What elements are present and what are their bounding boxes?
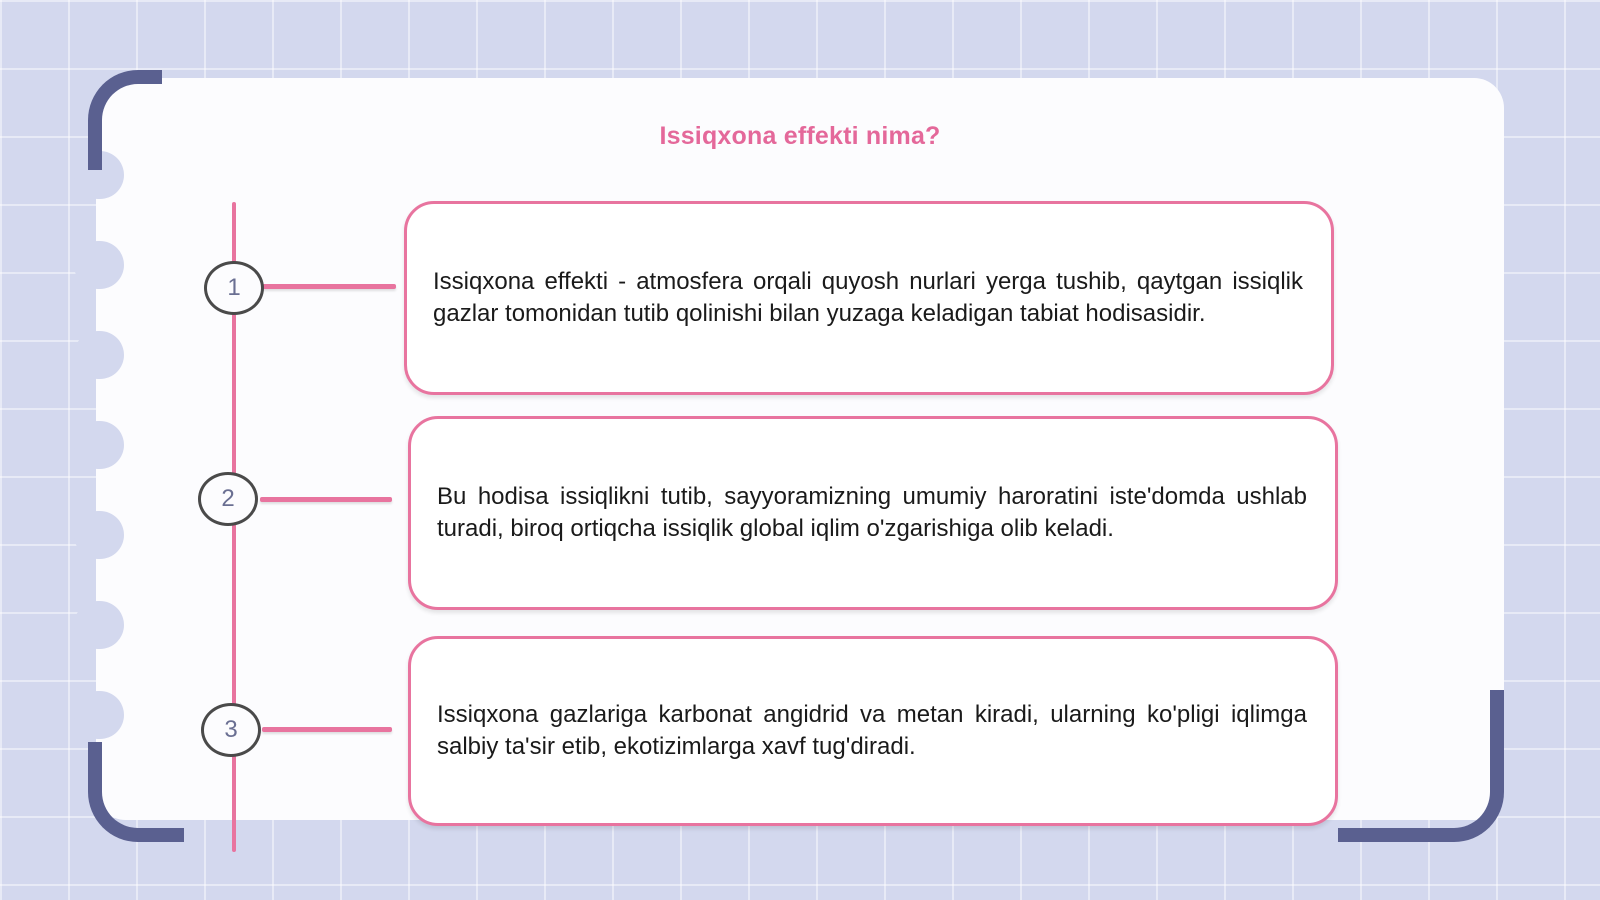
corner-bracket-top-left [88,70,162,170]
card-notch [74,691,124,739]
step-number-circle: 1 [204,261,264,315]
slide-title: Issiqxona effekti nima? [659,122,941,150]
step-text: Bu hodisa issiqlikni tutib, sayyoramizning umumiy haroratini iste'domda ushlab turadi, biroq ortiqcha issiqlik global iqlim o'zgarishiga olib keladi. [437,483,1307,542]
card-notch [74,511,124,559]
step-text-box [404,201,1334,395]
step-text-box [408,416,1338,610]
card-notch [74,241,124,289]
card-notch [74,331,124,379]
card-notch [74,601,124,649]
corner-bracket-bottom-right [1338,690,1504,842]
timeline-connector [262,727,392,732]
step-text: Issiqxona gazlariga karbonat angidrid va metan kiradi, ularning ko'pligi iqlimga salbiy ta'sir etib, ekotizimlarga xavf tug'diradi. [437,701,1307,760]
timeline-connector [260,497,392,502]
step-number-circle: 2 [198,472,258,526]
step-text-box [408,636,1338,826]
corner-bracket-bottom-left [88,742,184,842]
step-number-circle: 3 [201,703,261,757]
step-text: Issiqxona effekti - atmosfera orqali quyosh nurlari yerga tushib, qaytgan issiqlik gazlar tomonidan tutib qolinishi bilan yuzaga keladigan tabiat hodisasidir. [433,268,1303,327]
timeline-connector [262,284,396,289]
card-notch [74,421,124,469]
